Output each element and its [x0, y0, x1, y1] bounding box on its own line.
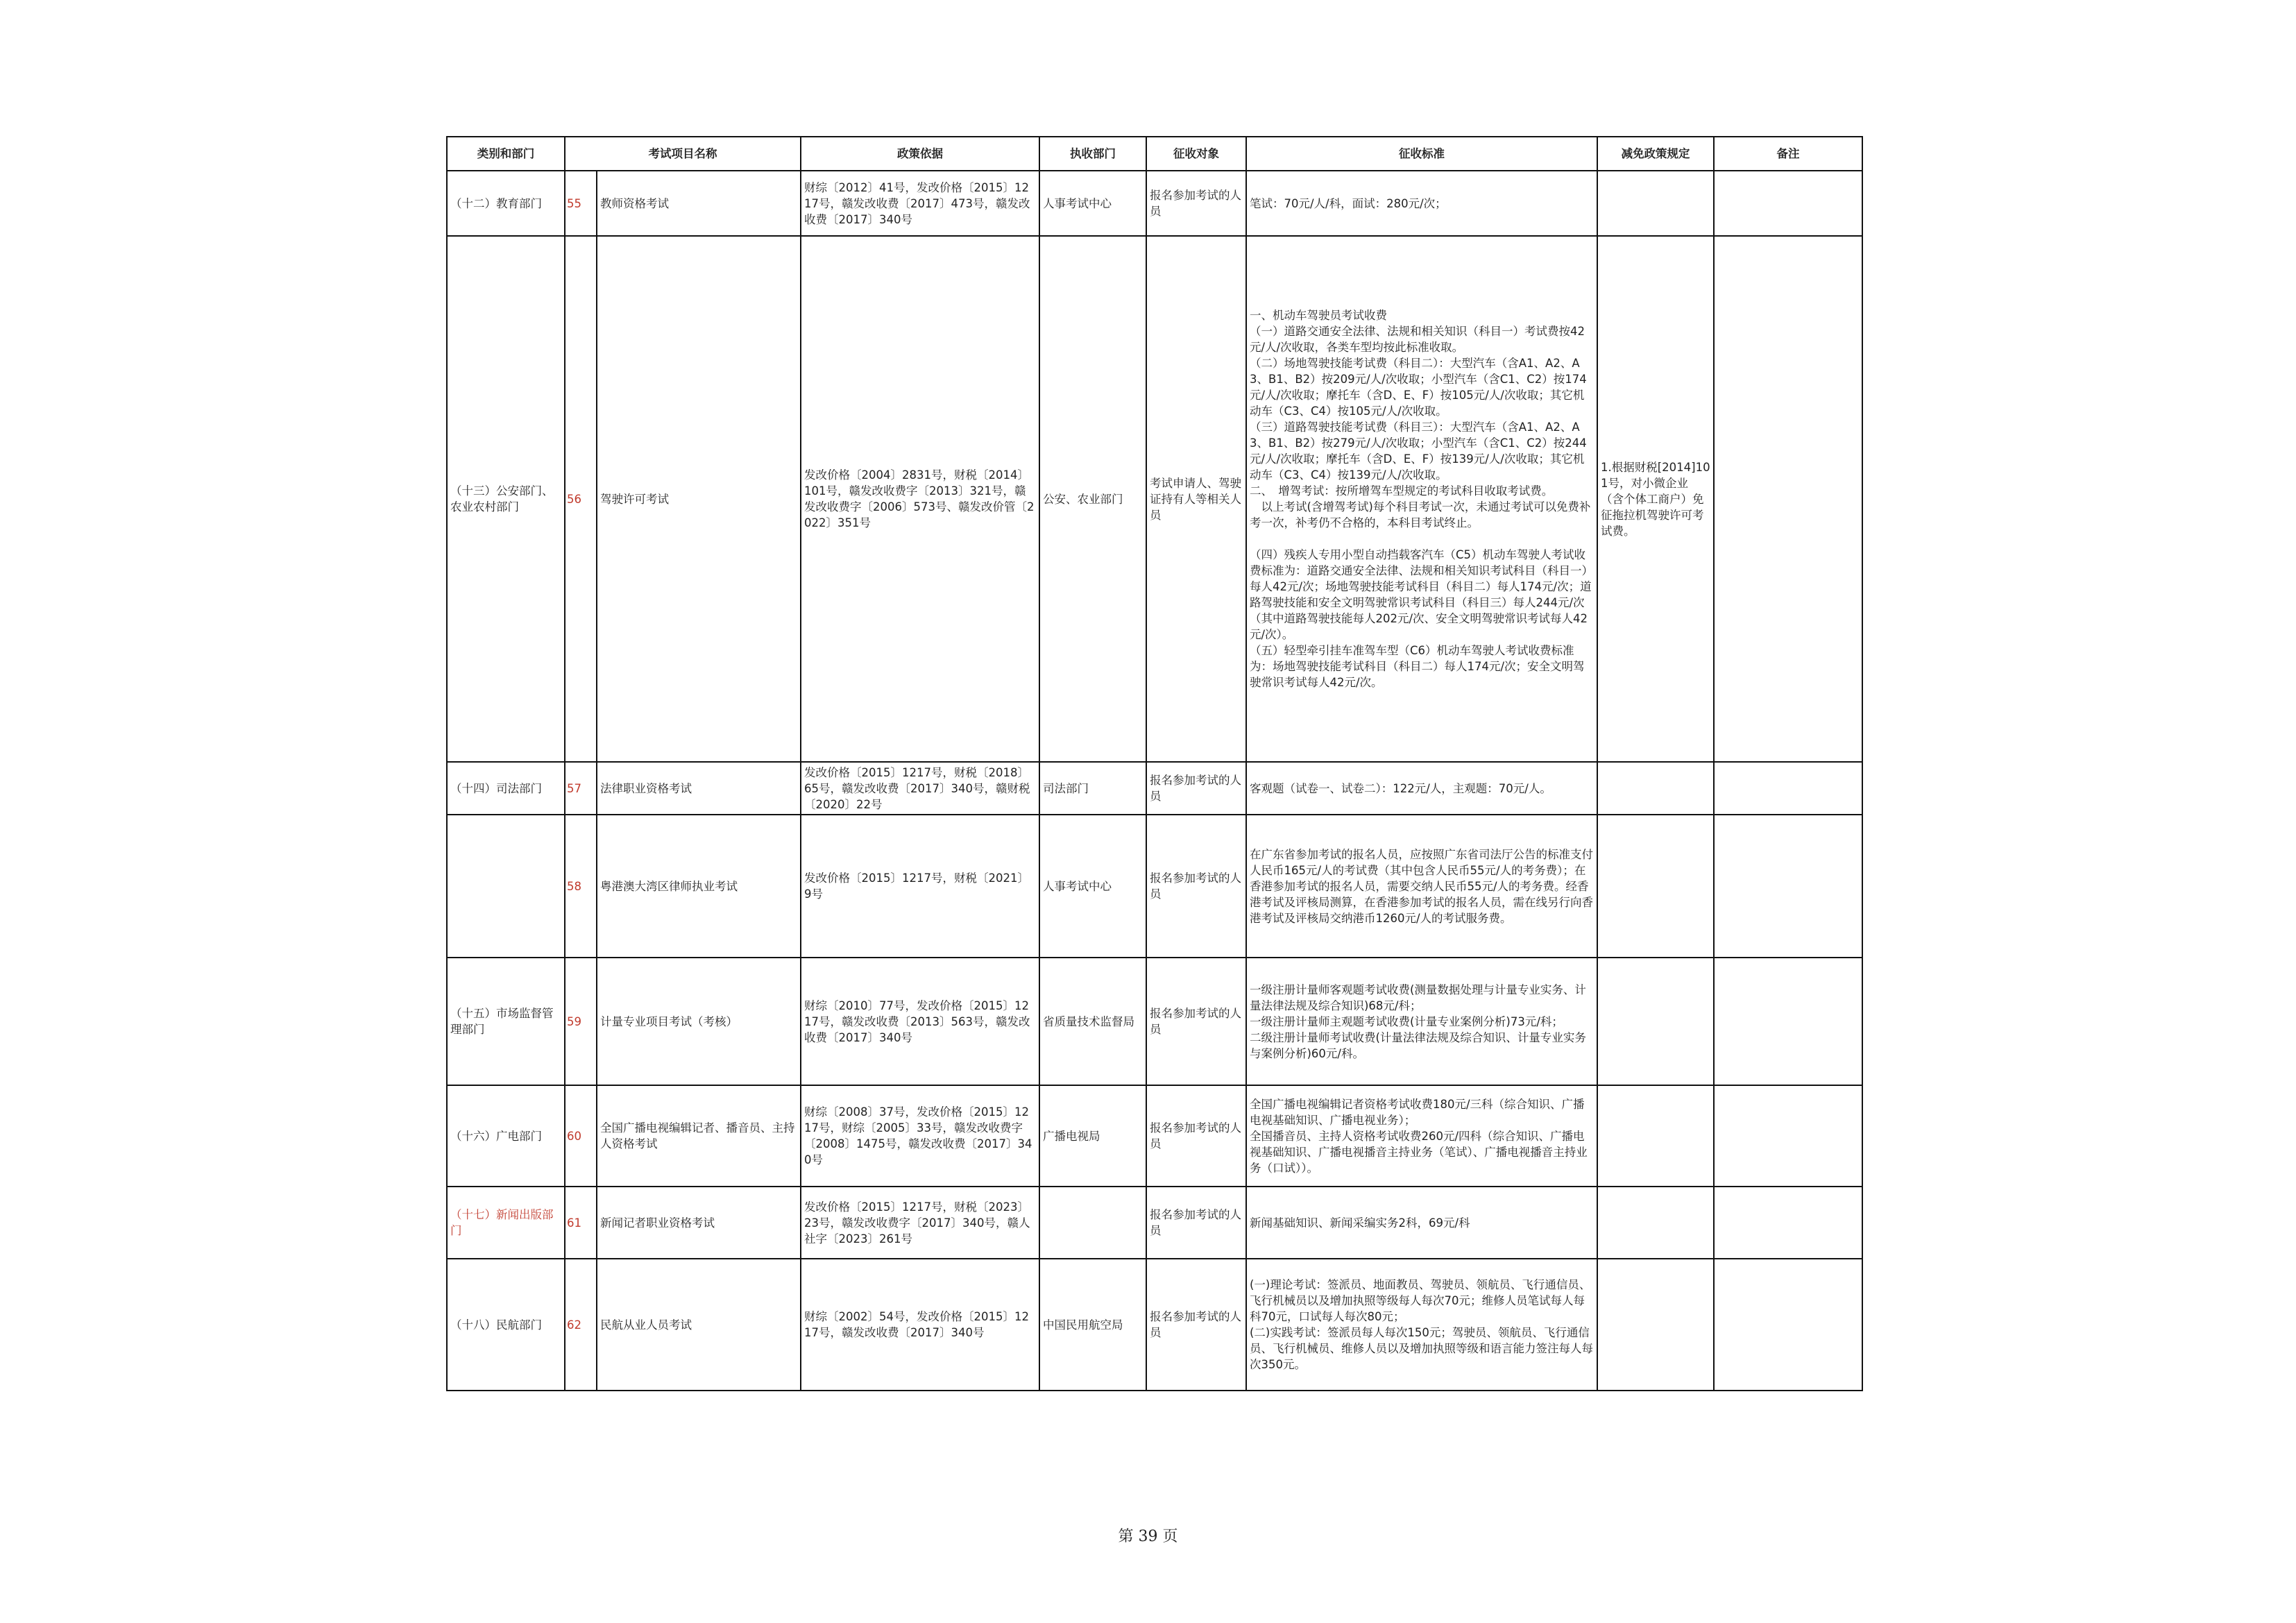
dept-cell: （十三）公安部门、农业农村部门 — [447, 236, 565, 762]
agency-cell — [1039, 1187, 1146, 1259]
item-number: 61 — [565, 1187, 597, 1259]
agency-cell: 人事考试中心 — [1039, 171, 1146, 236]
item-name: 法律职业资格考试 — [597, 762, 801, 815]
header-exemption: 减免政策规定 — [1597, 137, 1714, 171]
policy-cell: 发改价格〔2015〕1217号，财税〔2023〕23号，赣发改收费字〔2017〕340号，赣人社字〔2023〕261号 — [801, 1187, 1039, 1259]
header-remarks: 备注 — [1714, 137, 1862, 171]
agency-cell: 广播电视局 — [1039, 1085, 1146, 1187]
dept-cell: （十六）广电部门 — [447, 1085, 565, 1187]
item-name: 新闻记者职业资格考试 — [597, 1187, 801, 1259]
dept-cell: （十五）市场监督管理部门 — [447, 958, 565, 1085]
remarks-cell — [1714, 762, 1862, 815]
table-row — [447, 815, 1862, 958]
table-row — [447, 171, 1862, 236]
item-name: 驾驶许可考试 — [597, 236, 801, 762]
remarks-cell — [1714, 815, 1862, 958]
policy-cell: 财综〔2010〕77号，发改价格〔2015〕1217号，赣发改收费〔2013〕563号，赣发改收费〔2017〕340号 — [801, 958, 1039, 1085]
remarks-cell — [1714, 171, 1862, 236]
header-standard: 征收标准 — [1246, 137, 1597, 171]
dept-cell: （十二）教育部门 — [447, 171, 565, 236]
agency-cell: 省质量技术监督局 — [1039, 958, 1146, 1085]
header-agency: 执收部门 — [1039, 137, 1146, 171]
exemption-cell — [1597, 1187, 1714, 1259]
policy-cell: 发改价格〔2015〕1217号，财税〔2021〕9号 — [801, 815, 1039, 958]
item-name: 教师资格考试 — [597, 171, 801, 236]
header-category: 类别和部门 — [447, 137, 565, 171]
dept-cell: （十八）民航部门 — [447, 1259, 565, 1391]
exemption-cell — [1597, 171, 1714, 236]
standard-cell: 一、机动车驾驶员考试收费 （一）道路交通安全法律、法规和相关知识（科目一）考试费按42元/人/次收取，各类车型均按此标准收取。 （二）场地驾驶技能考试费（科目二）：大型汽车（含A1、A2、A3、B1、B2）按209元/人/次收取；小型汽车（含C1、C2）按174元/人/次收取；摩托车（含D、E、F）按105元/人/次收取；其它机动车（C3、C4）按105元/人/次收取。 （三）道路驾驶技能考试费（科目三）：大型汽车（含A1、A2、A3、B1、B2）按279元/人/次收取；小型汽车（含C1、C2）按244元/人/次收取；摩托车（含D、E、F）按139元/人/次收取；其它机动车（C3、C4）按139元/人/次收取。 二、 增驾考试：按所增驾车型规定的考试科目收取考试费。 以上考试(含增驾考试)每个科目考试一次，未通过考试可以免费补考一次，补考仍不合格的，本科目考试终止。 （四）残疾人专用小型自动挡载客汽车（C5）机动车驾驶人考试收费标准为：道路交通安全法律、法规和相关知识考试科目（科目一）每人42元/次；场地驾驶技能考试科目（科目二）每人174元/次；道路驾驶技能和安全文明驾驶常识考试科目（科目三）每人244元/次（其中道路驾驶技能每人202元/次、安全文明驾驶常识考试每人42元/次）。 （五）轻型牵引挂车准驾车型（C6）机动车驾驶人考试收费标准为：场地驾驶技能考试科目（科目二）每人174元/次；安全文明驾驶常识考试每人42元/次。 — [1246, 236, 1597, 762]
remarks-cell — [1714, 1187, 1862, 1259]
target-cell: 报名参加考试的人员 — [1146, 762, 1246, 815]
remarks-cell — [1714, 236, 1862, 762]
standard-cell: (一)理论考试：签派员、地面教员、驾驶员、领航员、飞行通信员、飞行机械员以及增加执照等级每人每次70元；维修人员笔试每人每科70元，口试每人每次80元； (二)实践考试：签派员每人每次150元；驾驶员、领航员、飞行通信员、飞行机械员、维修人员以及增加执照等级和语言能力签注每人每次350元。 — [1246, 1259, 1597, 1391]
exemption-cell — [1597, 762, 1714, 815]
target-cell: 报名参加考试的人员 — [1146, 1259, 1246, 1391]
table-row — [447, 958, 1862, 1085]
table-row — [447, 236, 1862, 762]
item-name: 计量专业项目考试（考核） — [597, 958, 801, 1085]
header-policy: 政策依据 — [801, 137, 1039, 171]
dept-cell: （十四）司法部门 — [447, 762, 565, 815]
policy-cell: 财综〔2008〕37号，发改价格〔2015〕1217号，财综〔2005〕33号，赣发改收费字〔2008〕1475号，赣发改收费〔2017〕340号 — [801, 1085, 1039, 1187]
exemption-cell: 1.根据财税[2014]101号，对小微企业（含个体工商户）免征拖拉机驾驶许可考试费。 — [1597, 236, 1714, 762]
fee-table — [446, 136, 1863, 1391]
table-row — [447, 762, 1862, 815]
exemption-cell — [1597, 815, 1714, 958]
target-cell: 报名参加考试的人员 — [1146, 1187, 1246, 1259]
item-number: 57 — [565, 762, 597, 815]
agency-cell: 中国民用航空局 — [1039, 1259, 1146, 1391]
standard-cell: 全国广播电视编辑记者资格考试收费180元/三科（综合知识、广播电视基础知识、广播电视业务）； 全国播音员、主持人资格考试收费260元/四科（综合知识、广播电视基础知识、广播电视播音主持业务（笔试）、广播电视播音主持业务（口试））。 — [1246, 1085, 1597, 1187]
agency-cell: 人事考试中心 — [1039, 815, 1146, 958]
target-cell: 报名参加考试的人员 — [1146, 1085, 1246, 1187]
table-row — [447, 1187, 1862, 1259]
item-name: 民航从业人员考试 — [597, 1259, 801, 1391]
policy-cell: 财综〔2012〕41号，发改价格〔2015〕1217号，赣发改收费〔2017〕473号，赣发改收费〔2017〕340号 — [801, 171, 1039, 236]
item-number: 62 — [565, 1259, 597, 1391]
item-number: 59 — [565, 958, 597, 1085]
policy-cell: 发改价格〔2015〕1217号，财税〔2018〕65号，赣发改收费〔2017〕340号，赣财税〔2020〕22号 — [801, 762, 1039, 815]
exemption-cell — [1597, 1085, 1714, 1187]
item-number: 58 — [565, 815, 597, 958]
remarks-cell — [1714, 1085, 1862, 1187]
policy-cell: 发改价格〔2004〕2831号，财税〔2014〕101号，赣发改收费字〔2013〕321号，赣发改收费字〔2006〕573号、赣发改价管〔2022〕351号 — [801, 236, 1039, 762]
target-cell: 报名参加考试的人员 — [1146, 815, 1246, 958]
item-name: 粤港澳大湾区律师执业考试 — [597, 815, 801, 958]
item-number: 56 — [565, 236, 597, 762]
item-number: 60 — [565, 1085, 597, 1187]
item-name: 全国广播电视编辑记者、播音员、主持人资格考试 — [597, 1085, 801, 1187]
dept-cell: （十七）新闻出版部门 — [447, 1187, 565, 1259]
dept-cell — [447, 815, 565, 958]
item-number: 55 — [565, 171, 597, 236]
header-target: 征收对象 — [1146, 137, 1246, 171]
standard-cell: 在广东省参加考试的报名人员，应按照广东省司法厅公告的标准支付人民币165元/人的考试费（其中包含人民币55元/人的考务费）；在香港参加考试的报名人员，需要交纳人民币55元/人的考务费。经香港考试及评核局测算，在香港参加考试的报名人员，需在线另行向香港考试及评核局交纳港币1260元/人的考试服务费。 — [1246, 815, 1597, 958]
policy-cell: 财综〔2002〕54号，发改价格〔2015〕1217号，赣发改收费〔2017〕340号 — [801, 1259, 1039, 1391]
header-item: 考试项目名称 — [565, 137, 801, 171]
exemption-cell — [1597, 1259, 1714, 1391]
agency-cell: 司法部门 — [1039, 762, 1146, 815]
target-cell: 报名参加考试的人员 — [1146, 171, 1246, 236]
remarks-cell — [1714, 1259, 1862, 1391]
agency-cell: 公安、农业部门 — [1039, 236, 1146, 762]
standard-cell: 笔试：70元/人/科，面试：280元/次； — [1246, 171, 1597, 236]
target-cell: 考试申请人、驾驶证持有人等相关人员 — [1146, 236, 1246, 762]
page-number: 第 39 页 — [1118, 1528, 1178, 1545]
exemption-cell — [1597, 958, 1714, 1085]
standard-cell: 一级注册计量师客观题考试收费(测量数据处理与计量专业实务、计量法律法规及综合知识)68元/科； 一级注册计量师主观题考试收费(计量专业案例分析)73元/科； 二级注册计量师考试收费(计量法律法规及综合知识、计量专业实务与案例分析)60元/科。 — [1246, 958, 1597, 1085]
header-row — [447, 137, 1862, 171]
table-row — [447, 1259, 1862, 1391]
standard-cell: 新闻基础知识、新闻采编实务2科，69元/科 — [1246, 1187, 1597, 1259]
target-cell: 报名参加考试的人员 — [1146, 958, 1246, 1085]
remarks-cell — [1714, 958, 1862, 1085]
table-row — [447, 1085, 1862, 1187]
standard-cell: 客观题（试卷一、试卷二）：122元/人，主观题：70元/人。 — [1246, 762, 1597, 815]
